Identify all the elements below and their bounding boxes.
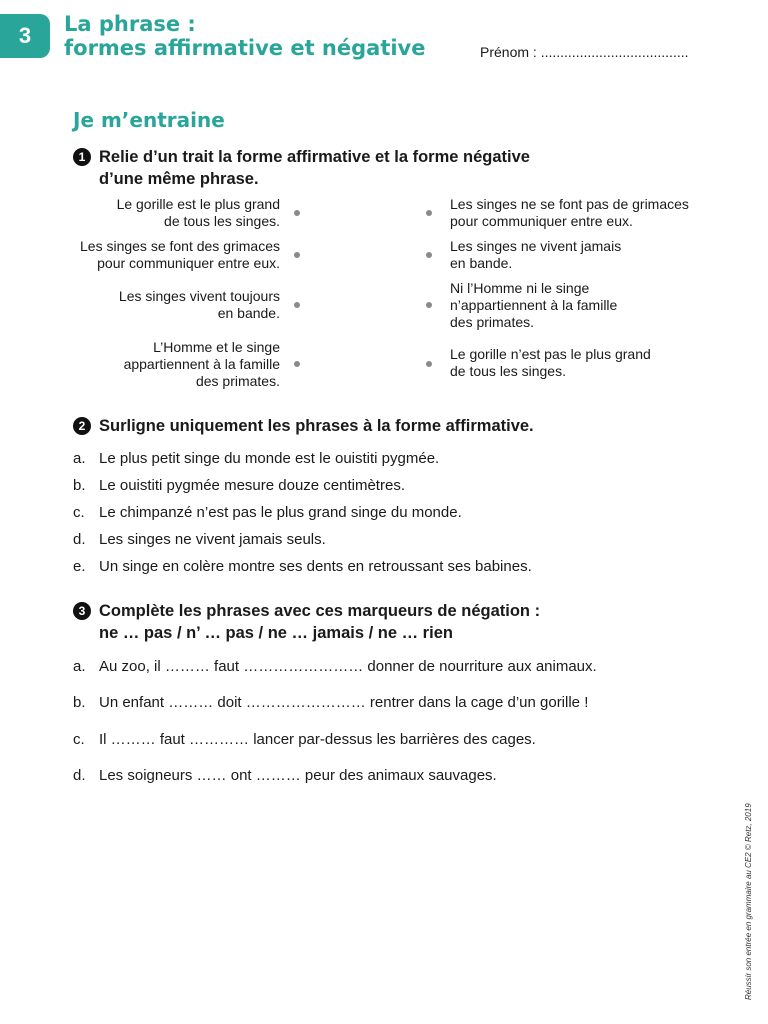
page-title <box>64 12 426 60</box>
right-3-line-3: des primates. <box>450 314 535 330</box>
left-3-line-1: Les singes vivent toujours <box>118 288 280 304</box>
right-sentence-3 <box>450 280 750 331</box>
item-text: Les singes ne vivent jamais seuls. <box>99 531 326 548</box>
left-sentence-4 <box>0 339 280 390</box>
exercise2-item-a[interactable] <box>73 450 439 467</box>
left-sentence-3 <box>0 288 280 322</box>
left-4-line-3: des primates. <box>195 373 280 389</box>
right-4-line-1: Le gorille n’est pas le plus grand <box>450 346 651 362</box>
left-4-line-2: appartiennent à la famille <box>123 356 280 372</box>
item-letter: b. <box>73 477 86 494</box>
exercise2-title-text: Surligne uniquement les phrases à la forme affirmative. <box>99 417 534 435</box>
exercise2-item-d[interactable] <box>73 531 326 548</box>
left-4-line-1: L’Homme et le singe <box>153 339 280 355</box>
exercise1-title-line1: Relie d’un trait la forme affirmative et la forme négative <box>99 148 530 166</box>
item-letter: a. <box>73 450 86 467</box>
left-2-line-1: Les singes se font des grimaces <box>80 238 280 254</box>
item-text: Un singe en colère montre ses dents en retroussant ses babines. <box>99 558 532 575</box>
title-line-1: La phrase : <box>64 12 196 36</box>
left-dot-3[interactable] <box>294 302 300 308</box>
right-1-line-1: Les singes ne se font pas de grimaces <box>450 196 689 212</box>
exercise3-number: 3 <box>73 602 91 620</box>
exercise3-title <box>73 600 540 644</box>
right-1-line-2: pour communiquer entre eux. <box>450 213 633 229</box>
item-text: Il ……… faut ………… lancer par-dessus les barrières des cages. <box>99 731 536 748</box>
item-letter: a. <box>73 658 86 675</box>
item-text: Le plus petit singe du monde est le ouistiti pygmée. <box>99 450 440 467</box>
right-dot-4[interactable] <box>426 361 432 367</box>
section-title: Je m’entraine <box>73 108 225 132</box>
item-text: Les soigneurs …… ont ……… peur des animaux sauvages. <box>99 767 497 784</box>
left-sentence-2 <box>0 238 280 272</box>
right-2-line-1: Les singes ne vivent jamais <box>450 238 622 254</box>
left-dot-1[interactable] <box>294 210 300 216</box>
exercise1-number: 1 <box>73 148 91 166</box>
exercise1-title <box>73 146 530 190</box>
item-letter: e. <box>73 558 86 575</box>
right-dot-1[interactable] <box>426 210 432 216</box>
item-letter: c. <box>73 731 85 748</box>
lesson-number-tab <box>0 14 50 58</box>
left-dot-4[interactable] <box>294 361 300 367</box>
item-letter: d. <box>73 531 86 548</box>
left-1-line-2: de tous les singes. <box>164 213 280 229</box>
left-3-line-2: en bande. <box>217 305 280 321</box>
prenom-field[interactable]: Prénom : ...................................... <box>480 44 689 60</box>
item-letter: b. <box>73 694 86 711</box>
exercise3-item-c[interactable] <box>73 731 536 748</box>
left-dot-2[interactable] <box>294 252 300 258</box>
exercise2-item-c[interactable] <box>73 504 462 521</box>
exercise3-title-text: Complète les phrases avec ces marqueurs de négation : <box>99 602 541 620</box>
exercise2-item-e[interactable] <box>73 558 532 575</box>
exercise3-item-b[interactable] <box>73 694 588 711</box>
exercise2-item-b[interactable] <box>73 477 405 494</box>
left-1-line-1: Le gorille est le plus grand <box>116 196 280 212</box>
negation-markers: ne … pas / n’ … pas / ne … jamais / ne … rien <box>99 624 453 642</box>
item-letter: d. <box>73 767 86 784</box>
item-text: Le ouistiti pygmée mesure douze centimètres. <box>99 477 405 494</box>
right-sentence-1 <box>450 196 750 230</box>
left-sentence-1 <box>0 196 280 230</box>
exercise3-item-d[interactable] <box>73 767 497 784</box>
exercise2-number: 2 <box>73 417 91 435</box>
right-3-line-2: n’appartiennent à la famille <box>450 297 618 313</box>
item-text: Le chimpanzé n’est pas le plus grand singe du monde. <box>99 504 462 521</box>
left-2-line-2: pour communiquer entre eux. <box>97 255 280 271</box>
right-3-line-1: Ni l’Homme ni le singe <box>450 280 590 296</box>
copyright-footer: Réussir son entrée en grammaire au CE2 © Retz, 2019 <box>744 803 753 1000</box>
title-line-2: formes affirmative et négative <box>64 36 426 60</box>
right-dot-2[interactable] <box>426 252 432 258</box>
right-sentence-4 <box>450 346 750 380</box>
item-text: Au zoo, il ……… faut …………………… donner de nourriture aux animaux. <box>99 658 597 675</box>
exercise2-title <box>73 415 534 437</box>
right-4-line-2: de tous les singes. <box>450 363 566 379</box>
exercise3-item-a[interactable] <box>73 658 597 675</box>
right-dot-3[interactable] <box>426 302 432 308</box>
item-text: Un enfant ……… doit …………………… rentrer dans la cage d’un gorille ! <box>99 694 589 711</box>
lesson-number: 3 <box>18 23 32 48</box>
right-2-line-2: en bande. <box>450 255 513 271</box>
exercise1-title-line2: d’une même phrase. <box>99 170 259 188</box>
item-letter: c. <box>73 504 85 521</box>
right-sentence-2 <box>450 238 750 272</box>
